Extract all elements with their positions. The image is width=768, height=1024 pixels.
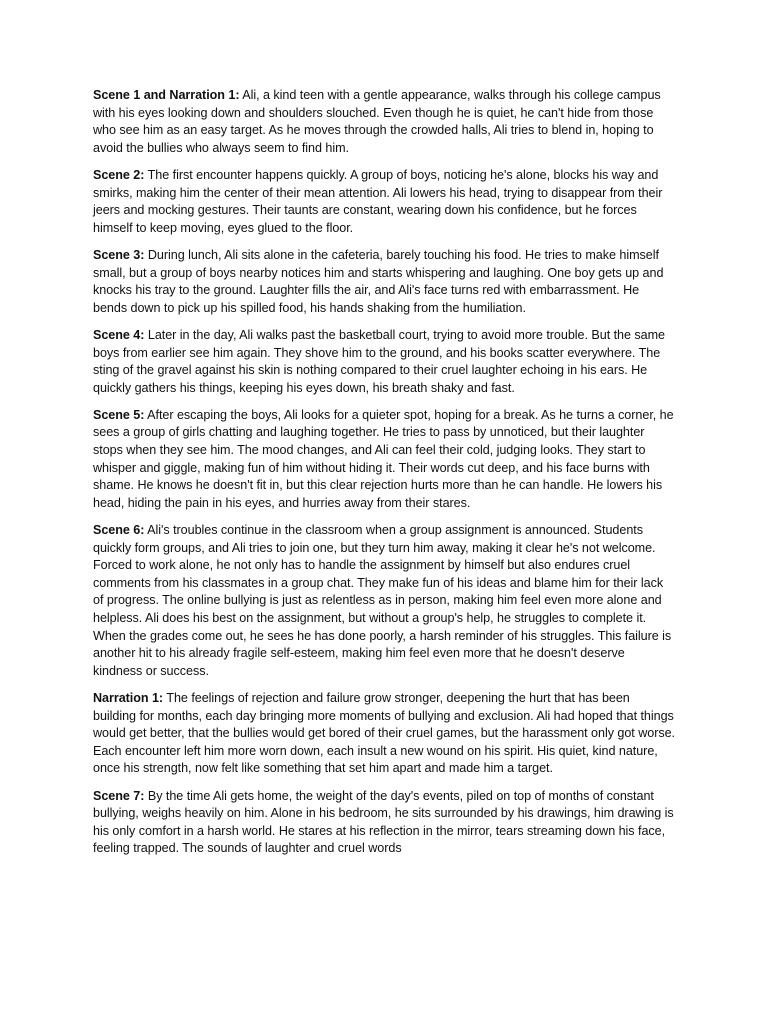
scene-label: Scene 7: — [93, 788, 145, 803]
paragraph-scene-5 — [93, 407, 676, 513]
scene-label: Scene 1 and Narration 1: — [93, 88, 240, 102]
paragraph-scene-2 — [93, 167, 676, 237]
document-page — [93, 87, 676, 868]
paragraph-scene-4 — [93, 327, 676, 397]
scene-label: Scene 6: — [93, 523, 145, 538]
narration-label: Narration 1: — [93, 690, 164, 705]
paragraph-scene-1 — [93, 87, 676, 157]
scene-text: Later in the day, Ali walks past the basketball court, trying to avoid more trouble. But the same boys from earlier see him again. They shove him to the ground, and his books scatter everywhere. The sting of the gravel against his skin is nothing compared to their cruel laughter echoing in his ears. He quickly gathers his things, keeping his eyes down, his breath shaky and fast. — [93, 327, 665, 395]
scene-text: During lunch, Ali sits alone in the cafeteria, barely touching his food. He tries to make himself small, but a group of boys nearby notices him and starts whispering and laughing. One boy gets up and knocks his tray to the ground. Laughter fills the air, and Ali's face turns red with embarrassment. He bends down to pick up his spilled food, his hands shaking from the humiliation. — [93, 247, 664, 315]
scene-text: Ali, a kind teen with a gentle appearance, walks through his college campus with his eyes looking down and shoulders slouched. Even though he is quiet, he can't hide from those who see him as an easy target. As he moves through the crowded halls, Ali tries to blend in, hoping to avoid the bullies who always seem to find him. — [93, 88, 661, 155]
paragraph-scene-7 — [93, 788, 676, 858]
paragraph-narration-1 — [93, 690, 676, 778]
narration-text: The feelings of rejection and failure grow stronger, deepening the hurt that has been building for months, each day bringing more moments of bullying and exclusion. Ali had hoped that things would get better, that the bullies would get bored of their cruel games, but the harassment only got worse. Each encounter left him more worn down, each insult a new wound on his spirit. His quiet, kind nature, once his strength, now felt like something that set him apart and made him a target. — [93, 690, 676, 776]
scene-text: Ali's troubles continue in the classroom when a group assignment is announced. Students quickly form groups, and Ali tries to join one, but they turn him away, making it clear he's not welcome. Forced to work alone, he not only has to handle the assignment by himself but also endures cruel comments from his classmates in a group chat. They make fun of his ideas and blame him for their lack of progress. The online bullying is just as relentless as in person, making him feel even more alone and helpless. Ali does his best on the assignment, but without a group's help, he struggles to complete it. When the grades come out, he sees he has done poorly, a harsh reminder of his struggles. This failure is another hit to his already fragile self-esteem, making him feel even more that he doesn't deserve kindness or success. — [93, 523, 672, 678]
scene-label: Scene 4: — [93, 327, 145, 342]
scene-text: By the time Ali gets home, the weight of the day's events, piled on top of months of constant bullying, weighs heavily on him. Alone in his bedroom, he sits surrounded by his drawings, him drawing is his only comfort in a harsh world. He stares at his reflection in the mirror, tears streaming down his face, feeling trapped. The sounds of laughter and cruel words — [93, 788, 674, 856]
scene-label: Scene 2: — [93, 167, 145, 182]
scene-text: After escaping the boys, Ali looks for a quieter spot, hoping for a break. As he turns a corner, he sees a group of girls chatting and laughing together. He tries to pass by unnoticed, but their laughter stops when they see him. The mood changes, and Ali can feel their cold, judging looks. They start to whisper and giggle, making fun of him without hiding it. Their words cut deep, and his face burns with shame. He knows he doesn't fit in, but this clear rejection hurts more than he can handle. He lowers his head, hiding the pain in his eyes, and hurries away from their stares. — [93, 407, 674, 510]
scene-label: Scene 3: — [93, 247, 145, 262]
scene-text: The first encounter happens quickly. A group of boys, noticing he's alone, blocks his way and smirks, making him the center of their mean attention. Ali lowers his head, trying to disappear from their jeers and mocking gestures. Their taunts are constant, wearing down his confidence, but he forces himself to keep moving, eyes glued to the floor. — [93, 167, 663, 235]
paragraph-scene-6 — [93, 522, 676, 680]
scene-label: Scene 5: — [93, 407, 145, 422]
paragraph-scene-3 — [93, 247, 676, 317]
